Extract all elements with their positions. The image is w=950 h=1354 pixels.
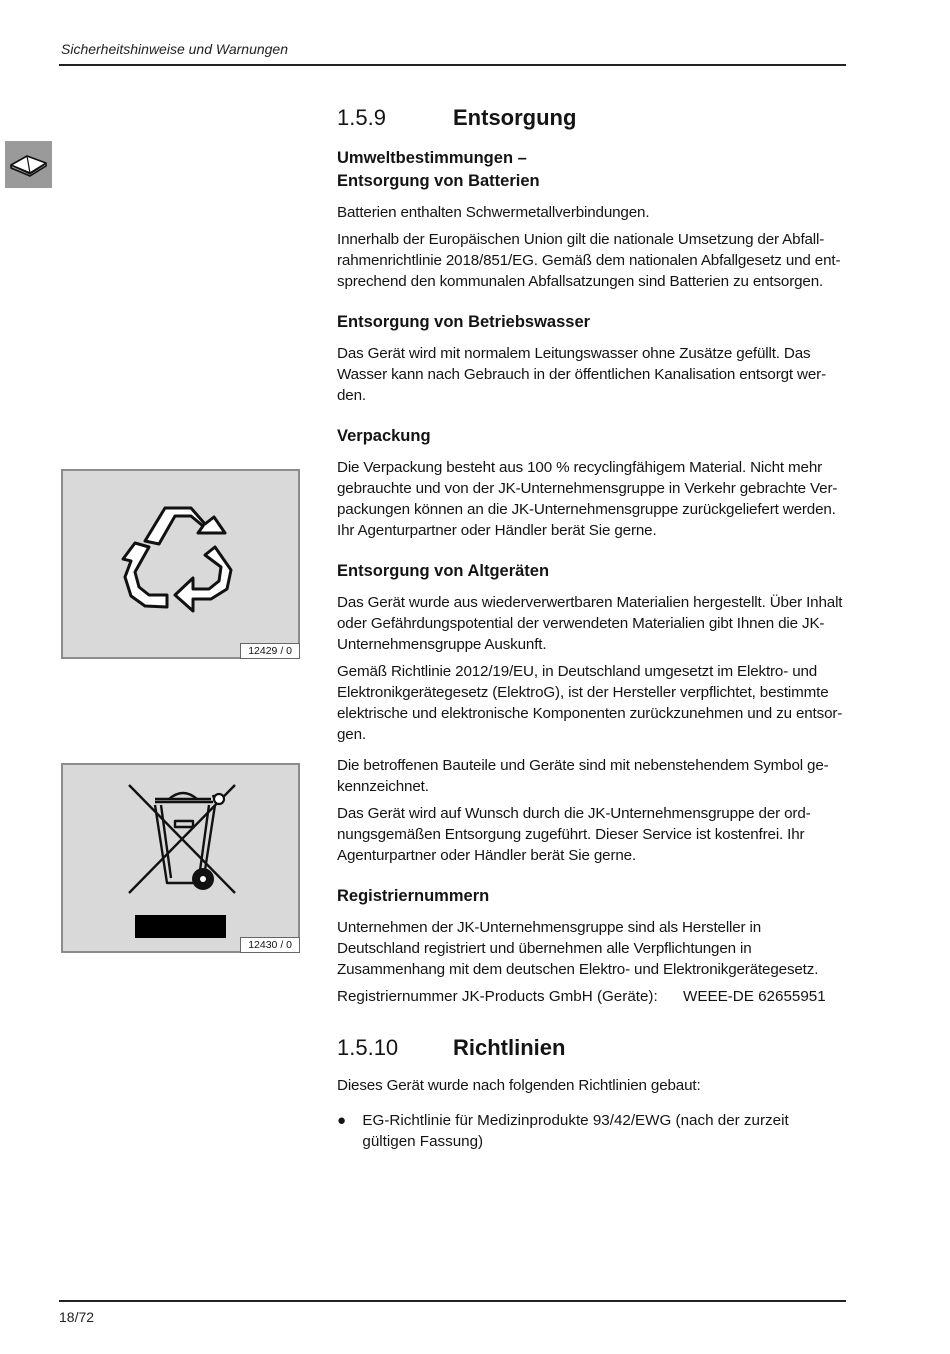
registration-row xyxy=(337,986,845,1007)
header-rule xyxy=(59,64,846,66)
subheading-betriebswasser: Entsorgung von Betriebswasser xyxy=(337,313,591,331)
section-heading-richtlinien xyxy=(337,1035,845,1061)
subheading-line: Umweltbestimmungen – xyxy=(337,149,527,167)
weee-figure xyxy=(61,763,300,953)
paragraph: Innerhalb der Europäischen Union gilt die nationale Umsetzung der Abfallrahmenrichtlinie 2018/851/EG. Gemäß dem nationalen Abfallgesetz und entsprechend den kommunalen Abfallsatzungen sind Batterien zu entsorgen. xyxy=(337,231,841,290)
section-title: Richtlinien xyxy=(453,1035,566,1060)
paragraph: Die betroffenen Bauteile und Geräte sind mit nebenstehendem Symbol gekennzeichnet. xyxy=(337,757,829,795)
recycling-figure xyxy=(61,469,300,659)
figure-label-12430: 12430 / 0 xyxy=(240,937,300,953)
list-item-text: EG-Richtlinie für Medizinprodukte 93/42/EWG (nach der zurzeit gültigen Fassung) xyxy=(362,1112,789,1150)
paragraph: Das Gerät wurde aus wiederverwertbaren Materialien hergestellt. Über Inhalt oder Gefährdungspotential der verwendeten Materialien gibt Ihnen die JK-Unternehmensgruppe Auskunft. xyxy=(337,594,843,653)
paragraph: Gemäß Richtlinie 2012/19/EU, in Deutschland umgesetzt im Elektro- und Elektronikgerätegesetz (ElektroG), ist der Hersteller verpflichtet, bestimmte elektrische und elektronische Komponenten zurückzunehmen und zu entsorgen. xyxy=(337,663,843,743)
paragraph: Die Verpackung besteht aus 100 % recyclingfähigem Material. Nicht mehr gebrauchte und von der JK-Unternehmensgruppe in Verkehr gebrachte Verpackungen können an die JK-Unternehmensgruppe zurückgeliefert werden. Ihr Agenturpartner oder Händler berät Sie gerne. xyxy=(337,459,838,539)
paragraph: Dieses Gerät wurde nach folgenden Richtlinien gebaut: xyxy=(337,1077,701,1094)
paragraph: Unternehmen der JK-Unternehmensgruppe sind als Hersteller in Deutschland registriert und übernehmen alle Verpflichtungen in Zusammenhang mit dem deutschen Elektro- und Elektronikgerätegesetz. xyxy=(337,919,819,978)
subheading-registriernummern: Registriernummern xyxy=(337,887,490,905)
section-heading-entsorgung xyxy=(337,105,845,131)
bullet-icon: ● xyxy=(337,1112,347,1129)
section-number: 1.5.9 xyxy=(337,105,386,130)
footer-rule xyxy=(59,1300,846,1302)
subheading-altgeraete: Entsorgung von Altgeräten xyxy=(337,562,550,580)
section-number: 1.5.10 xyxy=(337,1035,399,1060)
main-content xyxy=(337,105,845,1152)
figure-label-12429: 12429 / 0 xyxy=(240,643,300,659)
book-icon xyxy=(5,141,52,188)
subheading-batterien xyxy=(337,147,845,193)
section-title: Entsorgung xyxy=(453,105,577,130)
subheading-verpackung: Verpackung xyxy=(337,427,431,445)
paragraph: Batterien enthalten Schwermetallverbindungen. xyxy=(337,204,650,221)
paragraph: Das Gerät wird mit normalem Leitungswasser ohne Zusätze gefüllt. Das Wasser kann nach Gebrauch in der öffentlichen Kanalisation entsorgt werden. xyxy=(337,345,827,404)
page-header-title: Sicherheitshinweise und Warnungen xyxy=(61,41,288,57)
recycling-icon xyxy=(63,471,298,657)
subheading-line: Entsorgung von Batterien xyxy=(337,172,540,190)
crossed-out-bin-icon xyxy=(63,765,298,951)
paragraph: Das Gerät wird auf Wunsch durch die JK-Unternehmensgruppe der ordnungsgemäßen Entsorgung zugeführt. Dieser Service ist kostenfrei. Ihr Agenturpartner oder Händler berät Sie gerne. xyxy=(337,805,811,864)
registration-label: Registriernummer JK-Products GmbH (Geräte): xyxy=(337,988,658,1005)
list-item xyxy=(337,1110,845,1152)
registration-value: WEEE-DE 62655951 xyxy=(683,988,826,1005)
page-number: 18/72 xyxy=(59,1309,95,1325)
